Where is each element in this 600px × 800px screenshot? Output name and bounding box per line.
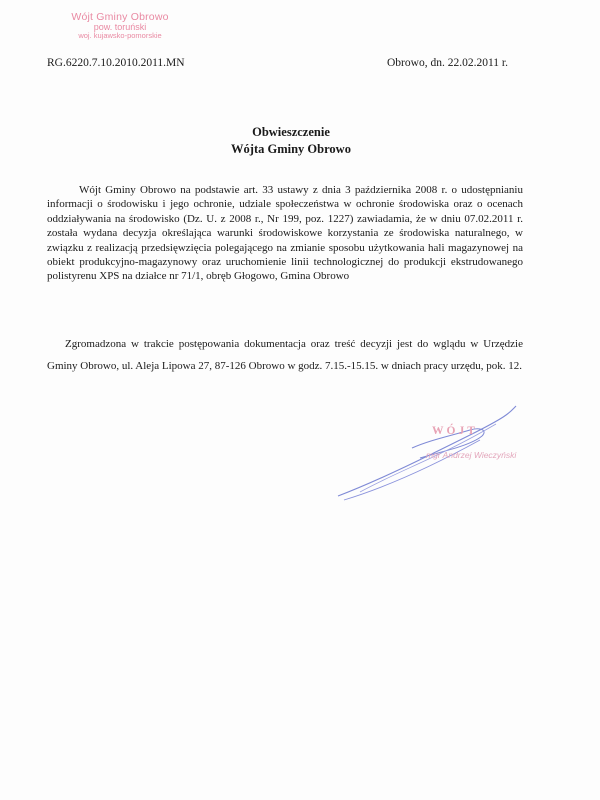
notice-paragraph: Wójt Gminy Obrowo na podstawie art. 33 ustawy z dnia 3 października 2008 r. o udostępnianiu informacji o środowisku i jego ochronie, udziale społeczeństwa w ochronie środowiska oraz o ocenach oddziaływania na środowisko (Dz. U. z 2008 r., Nr 199, poz. 1227) zawiadamia, że w dniu 07.02.2011 r. została wydana decyzja określająca warunki środowiskowe korzystania ze środowiska naturalnego, w związku z realizacją przedsięwzięcia polegającego na zmianie sposobu użytkowania hali magazynowej na obiekt produkcyjno-magazynowy oraz uruchomienie linii technologicznej do produkcji ekstrudowanego polistyrenu XPS na działce nr 71/1, obręb Głogowo, Gmina Obrowo: [47, 184, 523, 283]
signature-block: [380, 410, 550, 520]
reference-number: RG.6220.7.10.2010.2011.MN: [47, 57, 185, 69]
official-stamp: [60, 12, 180, 40]
title-line-2: Wójta Gminy Obrowo: [231, 142, 351, 156]
signature-title: WÓJT: [432, 425, 478, 437]
title-line-1: Obwieszczenie: [252, 125, 330, 139]
signature-name: mgr Andrzej Wieczyński: [426, 450, 517, 460]
stamp-line-3: woj. kujawsko-pomorskie: [78, 31, 162, 41]
stamp-line-2: pow. toruński: [93, 22, 147, 33]
document-title: [0, 124, 582, 158]
access-paragraph: Zgromadzona w trakcie postępowania dokumentacja oraz treść decyzji jest do wglądu w Urzędzie Gminy Obrowo, ul. Aleja Lipowa 27, 87-126 Obrowo w godz. 7.15.-15.15. w dniach pracy urzędu, pok. 12.: [47, 338, 523, 372]
stamp-line-1: Wójt Gminy Obrowo: [71, 11, 169, 23]
place-and-date: Obrowo, dn. 22.02.2011 r.: [387, 57, 508, 69]
